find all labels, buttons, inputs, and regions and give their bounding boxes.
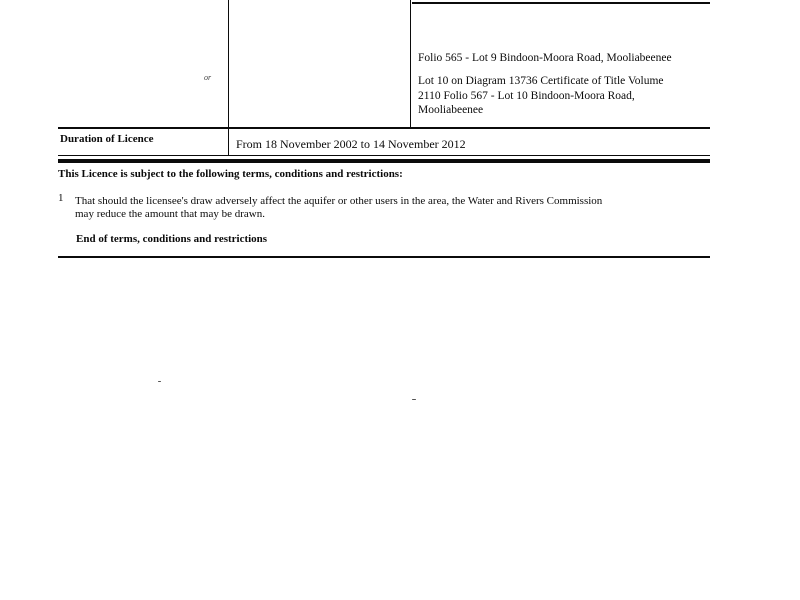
table-bottom-border-1 (58, 155, 710, 156)
scan-speck (158, 381, 161, 382)
table-bottom-border-2 (58, 159, 710, 163)
term-1-number: 1 (58, 192, 64, 204)
terms-bottom-border (58, 256, 710, 258)
table-right-column-line (410, 0, 411, 128)
stray-mark: or (204, 73, 212, 82)
duration-label: Duration of Licence (60, 133, 154, 145)
table-left-column-line (228, 0, 229, 156)
property-line-3: 2110 Folio 567 - Lot 10 Bindoon-Moora Road, (418, 90, 635, 102)
duration-row-top-border (58, 127, 710, 129)
table-top-border (412, 2, 710, 4)
property-line-1: Folio 565 - Lot 9 Bindoon-Moora Road, Mooliabeenee (418, 52, 672, 64)
property-line-4: Mooliabeenee (418, 104, 484, 116)
term-1-line-2: may reduce the amount that may be drawn. (75, 208, 265, 220)
terms-heading: This Licence is subject to the following terms, conditions and restrictions: (58, 168, 403, 180)
end-of-terms: End of terms, conditions and restrictions (76, 233, 268, 245)
duration-value: From 18 November 2002 to 14 November 2012 (236, 137, 466, 151)
property-line-2: Lot 10 on Diagram 13736 Certificate of Title Volume (418, 75, 664, 87)
scan-speck (412, 399, 416, 400)
term-1-line-1: That should the licensee's draw adversely affect the aquifer or other users in the area, the Water and Rivers Commission (75, 195, 603, 207)
